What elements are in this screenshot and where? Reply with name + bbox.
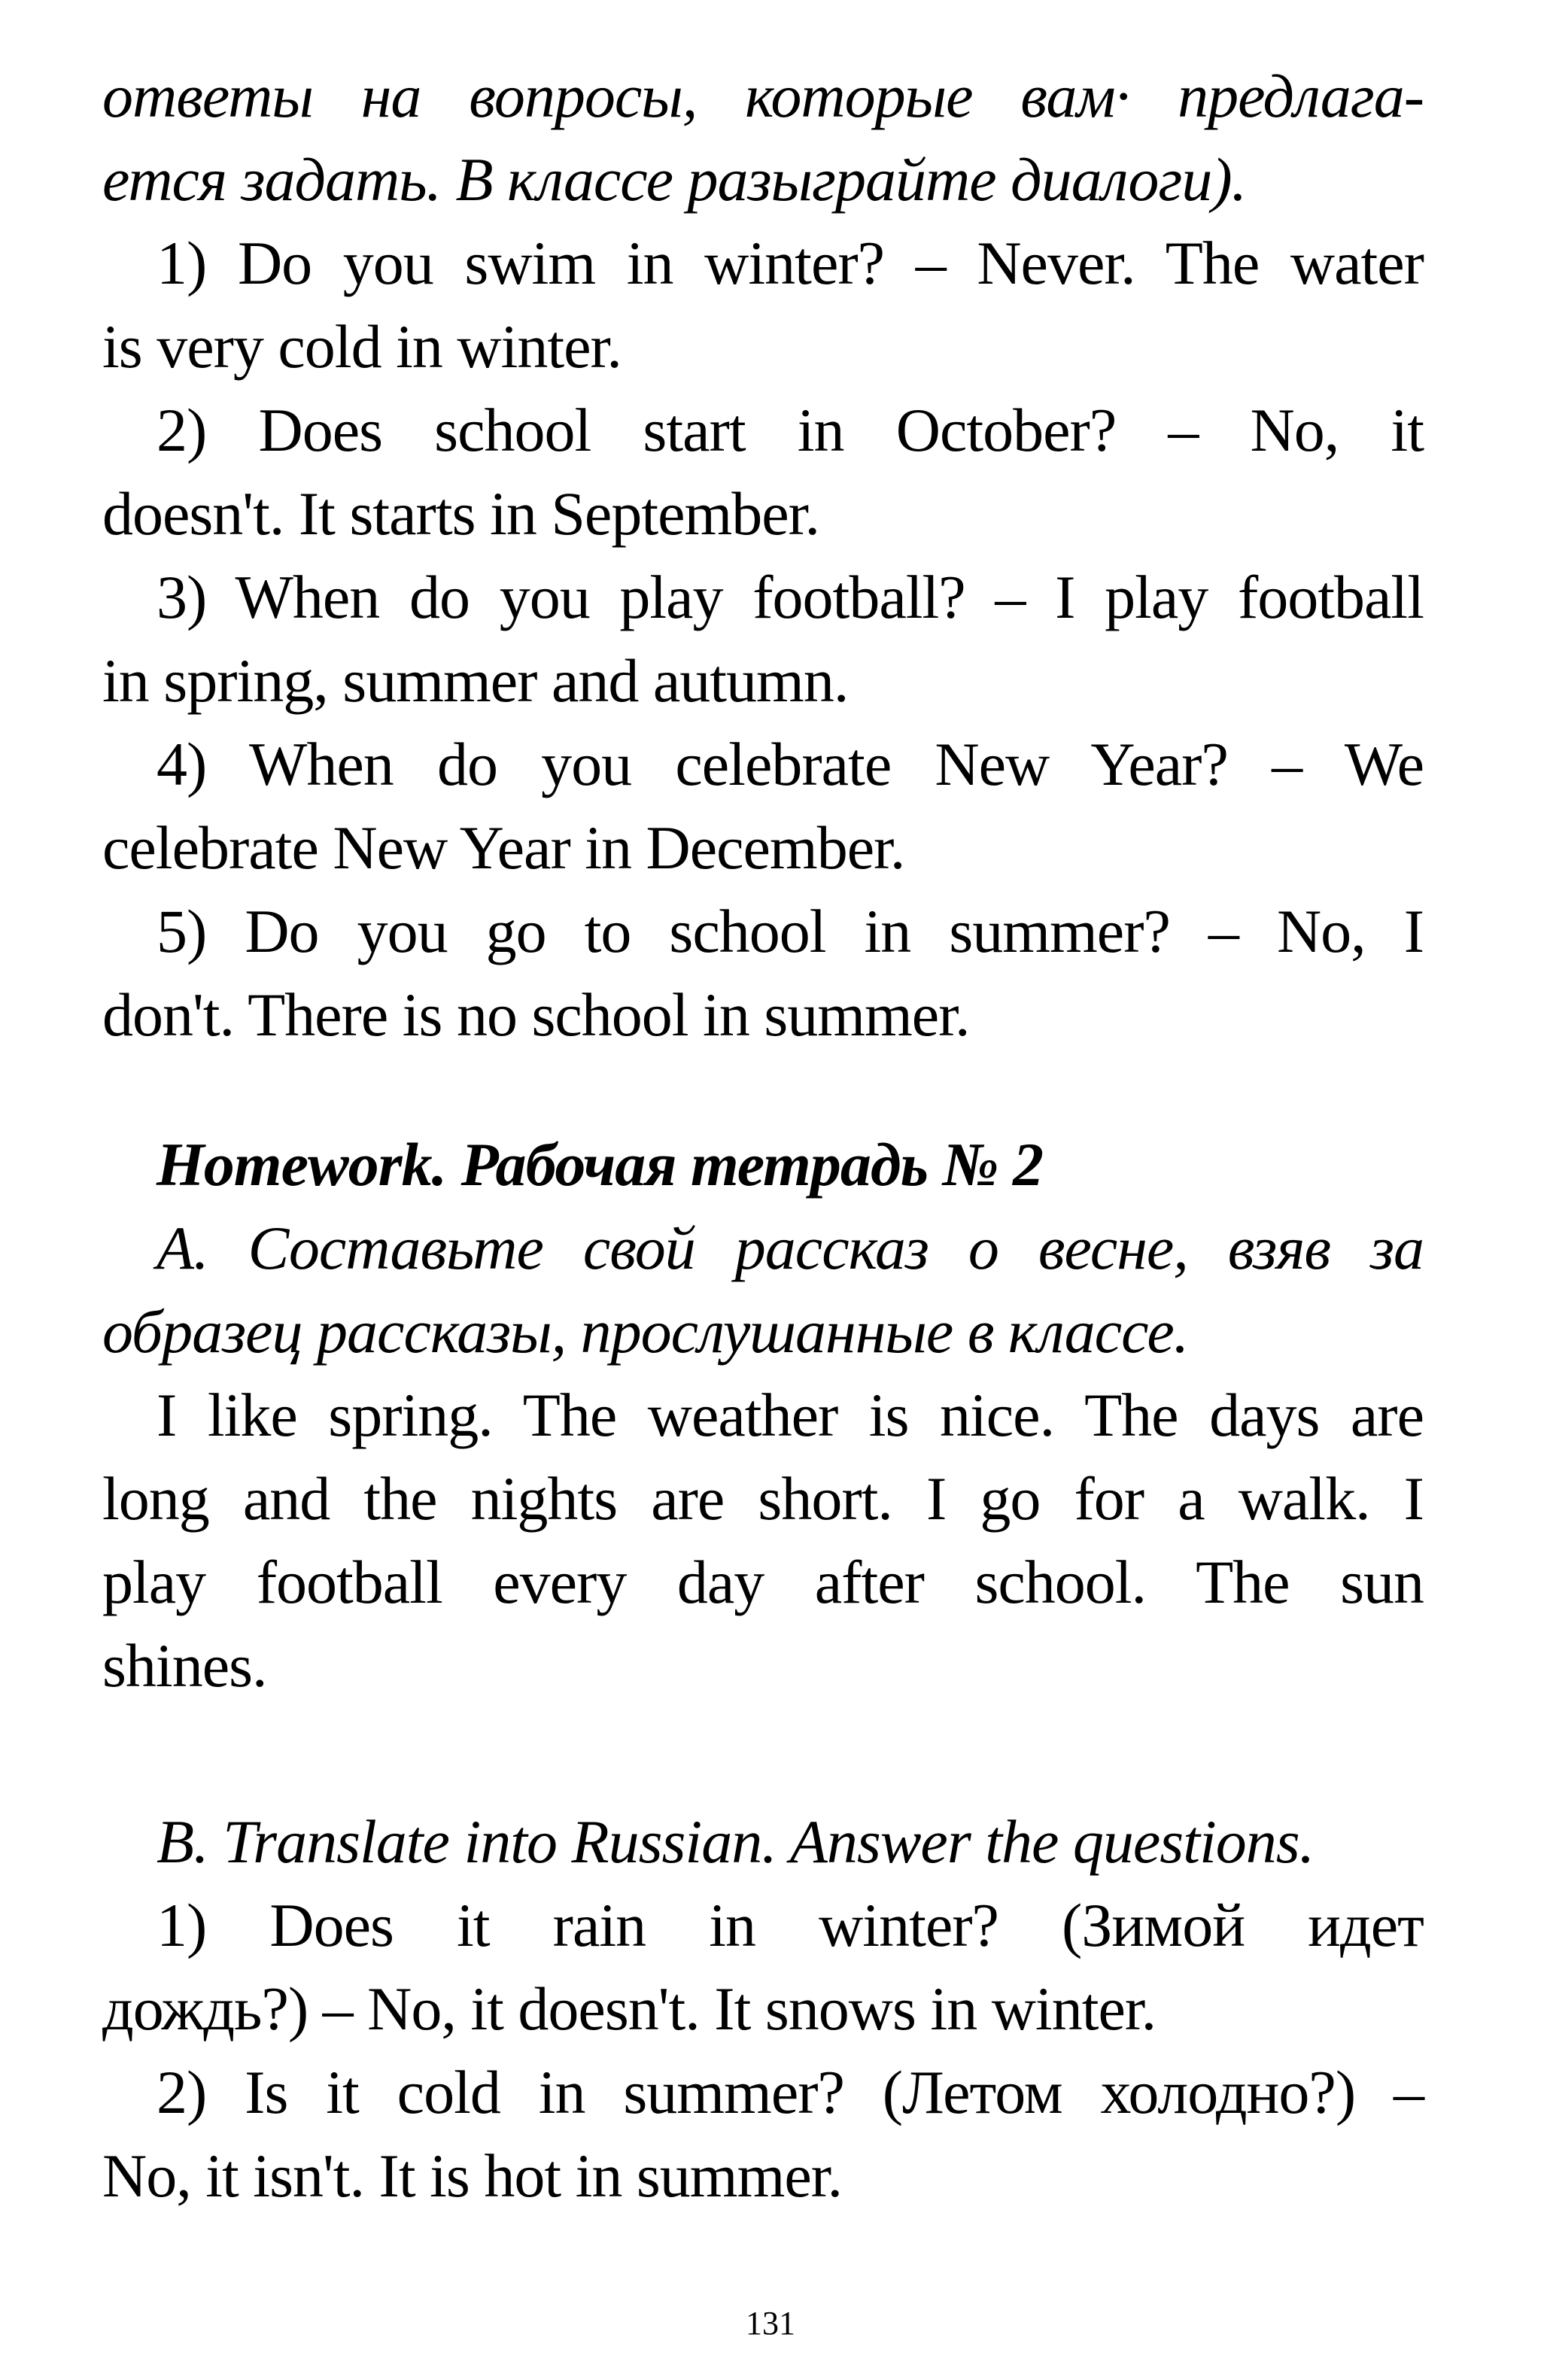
page-number: 131	[746, 2305, 795, 2342]
dialogue-3-line-1: 3) When do you play football? – I play football	[157, 563, 1424, 631]
intro-line-1: ответы на вопросы, которые вам· предлага-	[102, 62, 1424, 130]
task-a-text-line-4: shines.	[102, 1631, 267, 1700]
task-a-instruction-line-1: A. Составьте свой рассказ о весне, взяв за	[157, 1214, 1424, 1282]
dialogue-5-line-1: 5) Do you go to school in summer? – No, I	[157, 897, 1424, 965]
task-b-item-2-line-2: No, it isn't. It is hot in summer.	[102, 2141, 843, 2210]
dialogue-2-line-1: 2) Does school start in October? – No, it	[157, 396, 1424, 464]
task-a-text-line-2: long and the nights are short. I go for a walk. I	[102, 1464, 1424, 1533]
dialogue-3-line-2: in spring, summer and autumn.	[102, 646, 849, 715]
dialogue-1-line-1: 1) Do you swim in winter? – Never. The water	[157, 229, 1424, 297]
homework-heading: Homework. Рабочая тетрадь № 2	[157, 1130, 1044, 1199]
dialogue-1-line-2: is very cold in winter.	[102, 312, 622, 381]
task-b-item-1-line-1: 1) Does it rain in winter? (Зимой идет	[157, 1891, 1424, 1959]
task-a-text-line-1: I like spring. The weather is nice. The days are	[157, 1381, 1424, 1449]
task-a-instruction-line-2: образец рассказы, прослушанные в классе.	[102, 1297, 1189, 1366]
dialogue-2-line-2: doesn't. It starts in September.	[102, 479, 819, 548]
intro-line-2: ется задать. В классе разыграйте диалоги).	[102, 145, 1247, 214]
task-b-item-2-line-1: 2) Is it cold in summer? (Летом холодно?) –	[157, 2058, 1424, 2126]
dialogue-4-line-1: 4) When do you celebrate New Year? – We	[157, 730, 1424, 798]
task-b-instruction: B. Translate into Russian. Answer the questions.	[157, 1807, 1315, 1876]
task-b-item-1-line-2: дождь?) – No, it doesn't. It snows in winter.	[102, 1974, 1157, 2043]
dialogue-4-line-2: celebrate New Year in December.	[102, 813, 905, 882]
task-a-text-line-3: play football every day after school. The sun	[102, 1548, 1424, 1616]
dialogue-5-line-2: don't. There is no school in summer.	[102, 980, 970, 1049]
